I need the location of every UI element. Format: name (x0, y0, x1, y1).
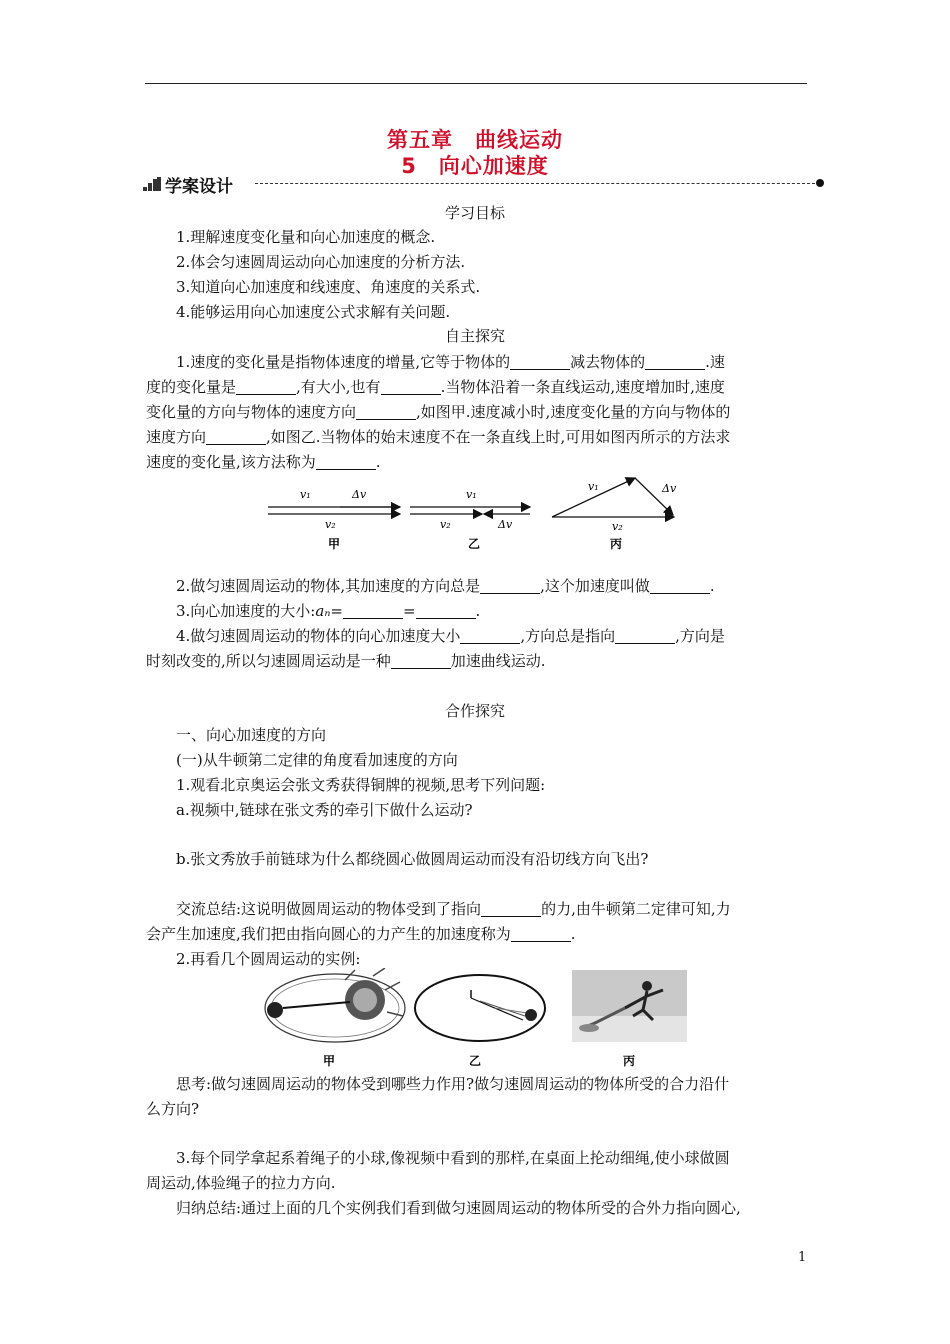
p4-line1 (176, 624, 725, 649)
question-a: a.视频中,链球在张文秀的牵引下做什么运动? (176, 801, 473, 819)
p3-text: 3.向心加速度的大小: (176, 602, 316, 620)
summary-line1 (176, 897, 731, 922)
page-number: 1 (798, 1250, 807, 1265)
section-heading: 一、向心加速度的方向 (176, 726, 327, 744)
p4-line2 (146, 649, 546, 674)
summary-text: 的力,由牛顿第二定律可知,力 (541, 900, 731, 918)
fill-blank[interactable] (391, 652, 451, 669)
fill-blank[interactable] (356, 403, 416, 420)
p1-text: .速 (705, 353, 725, 371)
cooperation-heading: 合作探究 (444, 702, 505, 720)
summary-text: 交流总结:这说明做圆周运动的物体受到了指向 (176, 900, 482, 918)
banner-end-dot (816, 179, 824, 187)
summary-text: 会产生加速度,我们把由指向圆心的力产生的加速度称为 (146, 925, 511, 943)
p4-text: ,方向是 (675, 627, 725, 645)
p1-line2 (146, 375, 725, 400)
section-title: 5 向心加速度 (401, 154, 549, 178)
fill-blank[interactable] (236, 378, 296, 395)
fill-blank[interactable] (650, 577, 710, 594)
self-study-heading: 自主探究 (444, 327, 505, 345)
p1-text: 速度的变化量,该方法称为 (146, 453, 316, 471)
p4-text: ,方向总是指向 (520, 627, 616, 645)
summary-line2 (146, 922, 576, 947)
goals-heading: 学习目标 (444, 204, 505, 222)
p1-text: 速度方向 (146, 428, 207, 446)
goal-item: 2.体会匀速圆周运动向心加速度的分析方法. (176, 253, 466, 271)
p1-line3 (146, 400, 730, 425)
p3-line (176, 599, 480, 624)
fill-blank[interactable] (343, 602, 403, 619)
photo-label-yi: 乙 (469, 1054, 482, 1068)
fill-blank[interactable] (206, 428, 266, 445)
p2-text: ,这个加速度叫做 (540, 577, 650, 595)
v2-label: v₂ (325, 518, 336, 531)
p1-text: ,如图乙.当物体的始末速度不在一条直线上时,可用如图丙所示的方法求 (266, 428, 731, 446)
p1-text: ,有大小,也有 (296, 378, 381, 396)
p3-eq: = (402, 602, 416, 620)
p4-text: 时刻改变的,所以匀速圆周运动是一种 (146, 652, 391, 670)
p4-text: 加速曲线运动. (450, 652, 546, 670)
fill-blank[interactable] (510, 353, 570, 370)
p1-text: ,如图甲.速度减小时,速度变化量的方向与物体的 (416, 403, 731, 421)
goal-item: 3.知道向心加速度和线速度、角速度的关系式. (176, 278, 481, 296)
circular-motion-photos (255, 968, 695, 1073)
q3-line1: 3.每个同学拿起系着绳子的小球,像视频中看到的那样,在桌面上抡动细绳,使小球做圆 (176, 1149, 730, 1167)
fill-blank[interactable] (460, 627, 520, 644)
goal-item: 4.能够运用向心加速度公式求解有关问题. (176, 303, 451, 321)
p4-text: 4.做匀速圆周运动的物体的向心加速度大小 (176, 627, 461, 645)
subsection-heading: (一)从牛顿第二定律的角度看加速度的方向 (176, 751, 458, 769)
question-2: 2.再看几个圆周运动的实例: (176, 950, 361, 968)
fill-blank[interactable] (480, 577, 540, 594)
fill-blank[interactable] (511, 925, 571, 942)
photo-label-bing: 丙 (623, 1054, 636, 1068)
question-1: 1.观看北京奥运会张文秀获得铜牌的视频,思考下列问题: (176, 776, 546, 794)
p1-text: 变化量的方向与物体的速度方向 (146, 403, 357, 421)
goal-item: 1.理解速度变化量和向心加速度的概念. (176, 228, 436, 246)
fill-blank[interactable] (381, 378, 441, 395)
header-rule (145, 83, 807, 84)
photo-label-jia: 甲 (323, 1054, 336, 1068)
banner-stair-icon (143, 177, 161, 191)
ball-on-string-image (415, 975, 545, 1041)
banner-label: 学案设计 (165, 177, 233, 197)
dv-label: Δv (498, 518, 513, 531)
p1-text: .当物体沿着一条直线运动,速度增加时,速度 (440, 378, 725, 396)
think-line1: 思考:做匀速圆周运动的物体受到哪些力作用?做匀速圆周运动的物体所受的合力沿什 (176, 1075, 730, 1093)
think-line2: 么方向? (146, 1100, 200, 1118)
v1-label: v₁ (466, 488, 477, 501)
q3-line2: 周运动,体验绳子的拉力方向. (146, 1174, 336, 1192)
velocity-vector-figure (260, 470, 700, 560)
p1-text: 度的变化量是 (146, 378, 237, 396)
v2-label: v₂ (440, 518, 451, 531)
chapter-title: 第五章 曲线运动 (387, 128, 563, 152)
p3-text: . (475, 602, 481, 620)
hammer-throw-image (265, 968, 405, 1042)
p2-text: 2.做匀速圆周运动的物体,其加速度的方向总是 (176, 577, 481, 595)
p2-line (176, 574, 715, 599)
fig-label-jia: 甲 (328, 537, 341, 551)
induction-line: 归纳总结:通过上面的几个实例我们看到做匀速圆周运动的物体所受的合外力指向圆心, (176, 1199, 741, 1217)
v1-label: v₁ (588, 480, 599, 493)
fig-label-bing: 丙 (610, 537, 623, 551)
p1-text: . (375, 453, 381, 471)
banner-dotted-line (255, 183, 820, 184)
fig-label-yi: 乙 (468, 537, 481, 551)
fill-blank[interactable] (615, 627, 675, 644)
v2-label: v₂ (612, 520, 623, 533)
fill-blank[interactable] (416, 602, 476, 619)
dv-label: Δv (662, 482, 677, 495)
fill-blank[interactable] (645, 353, 705, 370)
fill-blank[interactable] (316, 453, 376, 470)
p1-text: 1.速度的变化量是指物体速度的增量,它等于物体的 (176, 353, 511, 371)
dv-label: Δv (352, 488, 367, 501)
p2-text: . (709, 577, 715, 595)
summary-text: . (570, 925, 576, 943)
an-symbol: aₙ= (315, 602, 343, 620)
question-b: b.张文秀放手前链球为什么都绕圆心做圆周运动而没有沿切线方向飞出? (176, 850, 649, 868)
p1-line1 (176, 350, 725, 375)
fill-blank[interactable] (481, 900, 541, 917)
p1-text: 减去物体的 (570, 353, 646, 371)
p1-line4 (146, 425, 730, 450)
figure-skating-image (572, 970, 687, 1042)
v1-label: v₁ (300, 488, 311, 501)
